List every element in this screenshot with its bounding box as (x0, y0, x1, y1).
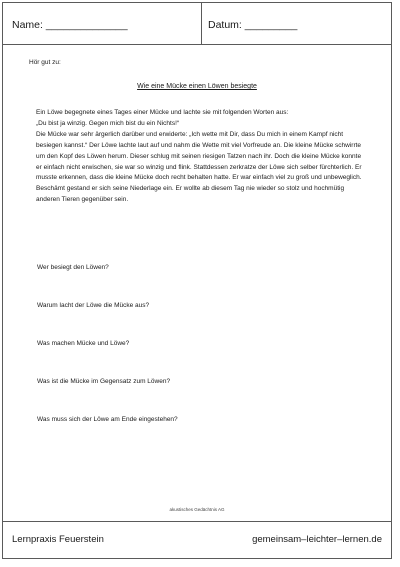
publisher-name: Lernpraxis Feuerstein (12, 534, 104, 545)
question-item: Was machen Mücke und Löwe? (37, 340, 130, 347)
story-paragraph: Die Mücke war sehr ärgerlich darüber und erwiderte: „Ich wette mit Dir, dass Du mich in einem Kampf nicht besiegen kannst.“ Der Löwe lachte laut auf und nahm die Wette mit viel Vorfreude an. Die kleine Mücke schwirrte um den Kopf des Löwen herum. Dieser schlug mit seinen riesigen Tatzen nach ihr. Doch die kleine Mücke konnte er einfach nicht erwischen, sie war so winzig und flink. Stattdessen zerkratze der Löwe sich selber fürchterlich. Er musste erkennen, dass die kleine Mücke doch recht behalten hatte. Er war einfach viel zu groß und unbeweglich. Beschämt gestand er sich seine Niederlage ein. Er wollte ab diesem Tag nie wieder so stolz und hochmütig anderen Tieren gegenüber sein. (36, 130, 362, 204)
worksheet-header (3, 3, 391, 45)
source-note: akustisches Gedächtnis AG (169, 507, 225, 512)
question-item: Was muss sich der Löwe am Ende eingestehen? (37, 416, 178, 423)
story-text (36, 108, 366, 206)
worksheet-footer (3, 521, 391, 558)
story-line: Ein Löwe begegnete eines Tages einer Mücke und lachte sie mit folgenden Worten aus: (36, 109, 289, 116)
story-title: Wie eine Mücke einen Löwen besiegte (137, 83, 257, 90)
website-link[interactable]: gemeinsam–leichter–lernen.de (252, 534, 382, 545)
worksheet-frame (2, 2, 392, 559)
question-item: Warum lacht der Löwe die Mücke aus? (37, 302, 150, 309)
instruction-text: Hör gut zu: (29, 59, 61, 66)
name-field[interactable]: Name: ______________ (12, 19, 128, 31)
question-item: Was ist die Mücke im Gegensatz zum Löwen? (37, 378, 171, 385)
story-line: „Du bist ja winzig. Gegen mich bist du ein Nichts!“ (36, 119, 180, 127)
date-field[interactable]: Datum: _________ (208, 19, 298, 31)
header-divider (201, 3, 202, 44)
question-item: Wer besiegt den Löwen? (37, 264, 109, 271)
